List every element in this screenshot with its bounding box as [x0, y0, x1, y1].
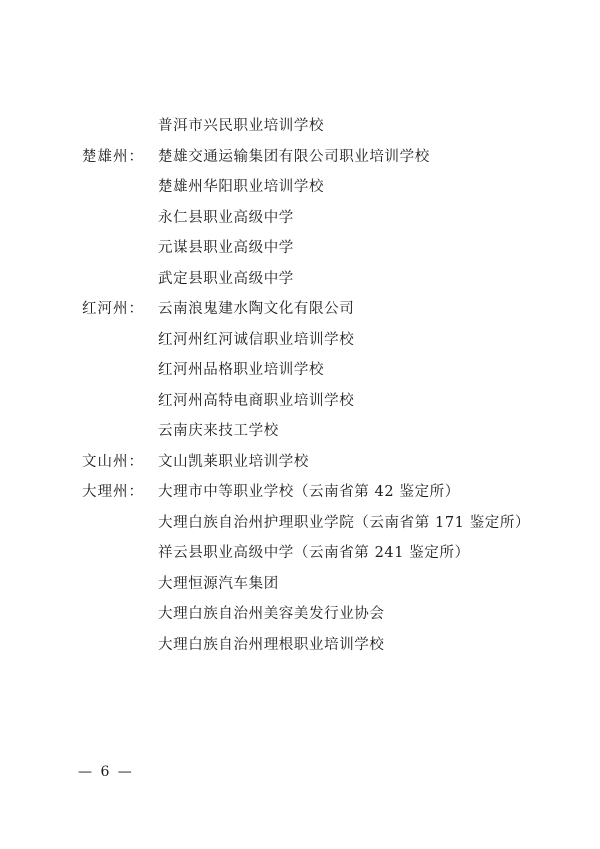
- organization-name: 文山凯莱职业培训学校: [158, 453, 309, 470]
- list-item: [0, 203, 600, 234]
- list-item: [0, 386, 600, 417]
- organization-name: 红河州红河诚信职业培训学校: [158, 331, 355, 348]
- region-label: 大理州：: [82, 484, 144, 500]
- list-item: [0, 569, 600, 600]
- list-item: [0, 111, 600, 142]
- list-item: [0, 508, 600, 539]
- organization-name: 云南庆来技工学校: [158, 423, 279, 439]
- list-item: [0, 264, 600, 295]
- organization-name: 红河州品格职业培训学校: [158, 362, 325, 378]
- organization-name: 大理恒源汽车集团: [158, 575, 279, 592]
- organization-name: 普洱市兴民职业培训学校: [158, 118, 325, 134]
- organization-name: 祥云县职业高级中学（云南省第 241 鉴定所）: [158, 545, 470, 561]
- list-item: [0, 447, 600, 478]
- organization-name: 大理市中等职业学校（云南省第 42 鉴定所）: [158, 484, 460, 500]
- organization-name: 大理白族自治州护理职业学院（云南省第 171 鉴定所）: [158, 514, 531, 531]
- list-item: [0, 477, 600, 508]
- list-item: [0, 233, 600, 264]
- list-item: [0, 172, 600, 203]
- organization-name: 武定县职业高级中学: [158, 270, 294, 287]
- list-item: [0, 294, 600, 325]
- organization-name: 云南浪鬼建水陶文化有限公司: [158, 301, 355, 317]
- organization-name: 大理白族自治州美容美发行业协会: [158, 606, 385, 622]
- list-item: [0, 538, 600, 569]
- organization-list: [0, 111, 600, 660]
- list-item: [0, 142, 600, 173]
- organization-name: 红河州高特电商职业培训学校: [158, 392, 355, 409]
- organization-name: 大理白族自治州理根职业培训学校: [158, 636, 385, 653]
- region-label: 红河州：: [82, 301, 144, 317]
- list-item: [0, 325, 600, 356]
- organization-name: 元谋县职业高级中学: [158, 240, 294, 256]
- organization-name: 楚雄州华阳职业培训学校: [158, 179, 325, 195]
- organization-name: 永仁县职业高级中学: [158, 209, 294, 226]
- region-label: 文山州：: [82, 453, 144, 470]
- list-item: [0, 355, 600, 386]
- page-number: — 6 —: [78, 764, 134, 780]
- list-item: [0, 416, 600, 447]
- list-item: [0, 630, 600, 661]
- list-item: [0, 599, 600, 630]
- region-label: 楚雄州：: [82, 148, 144, 165]
- organization-name: 楚雄交通运输集团有限公司职业培训学校: [158, 148, 430, 165]
